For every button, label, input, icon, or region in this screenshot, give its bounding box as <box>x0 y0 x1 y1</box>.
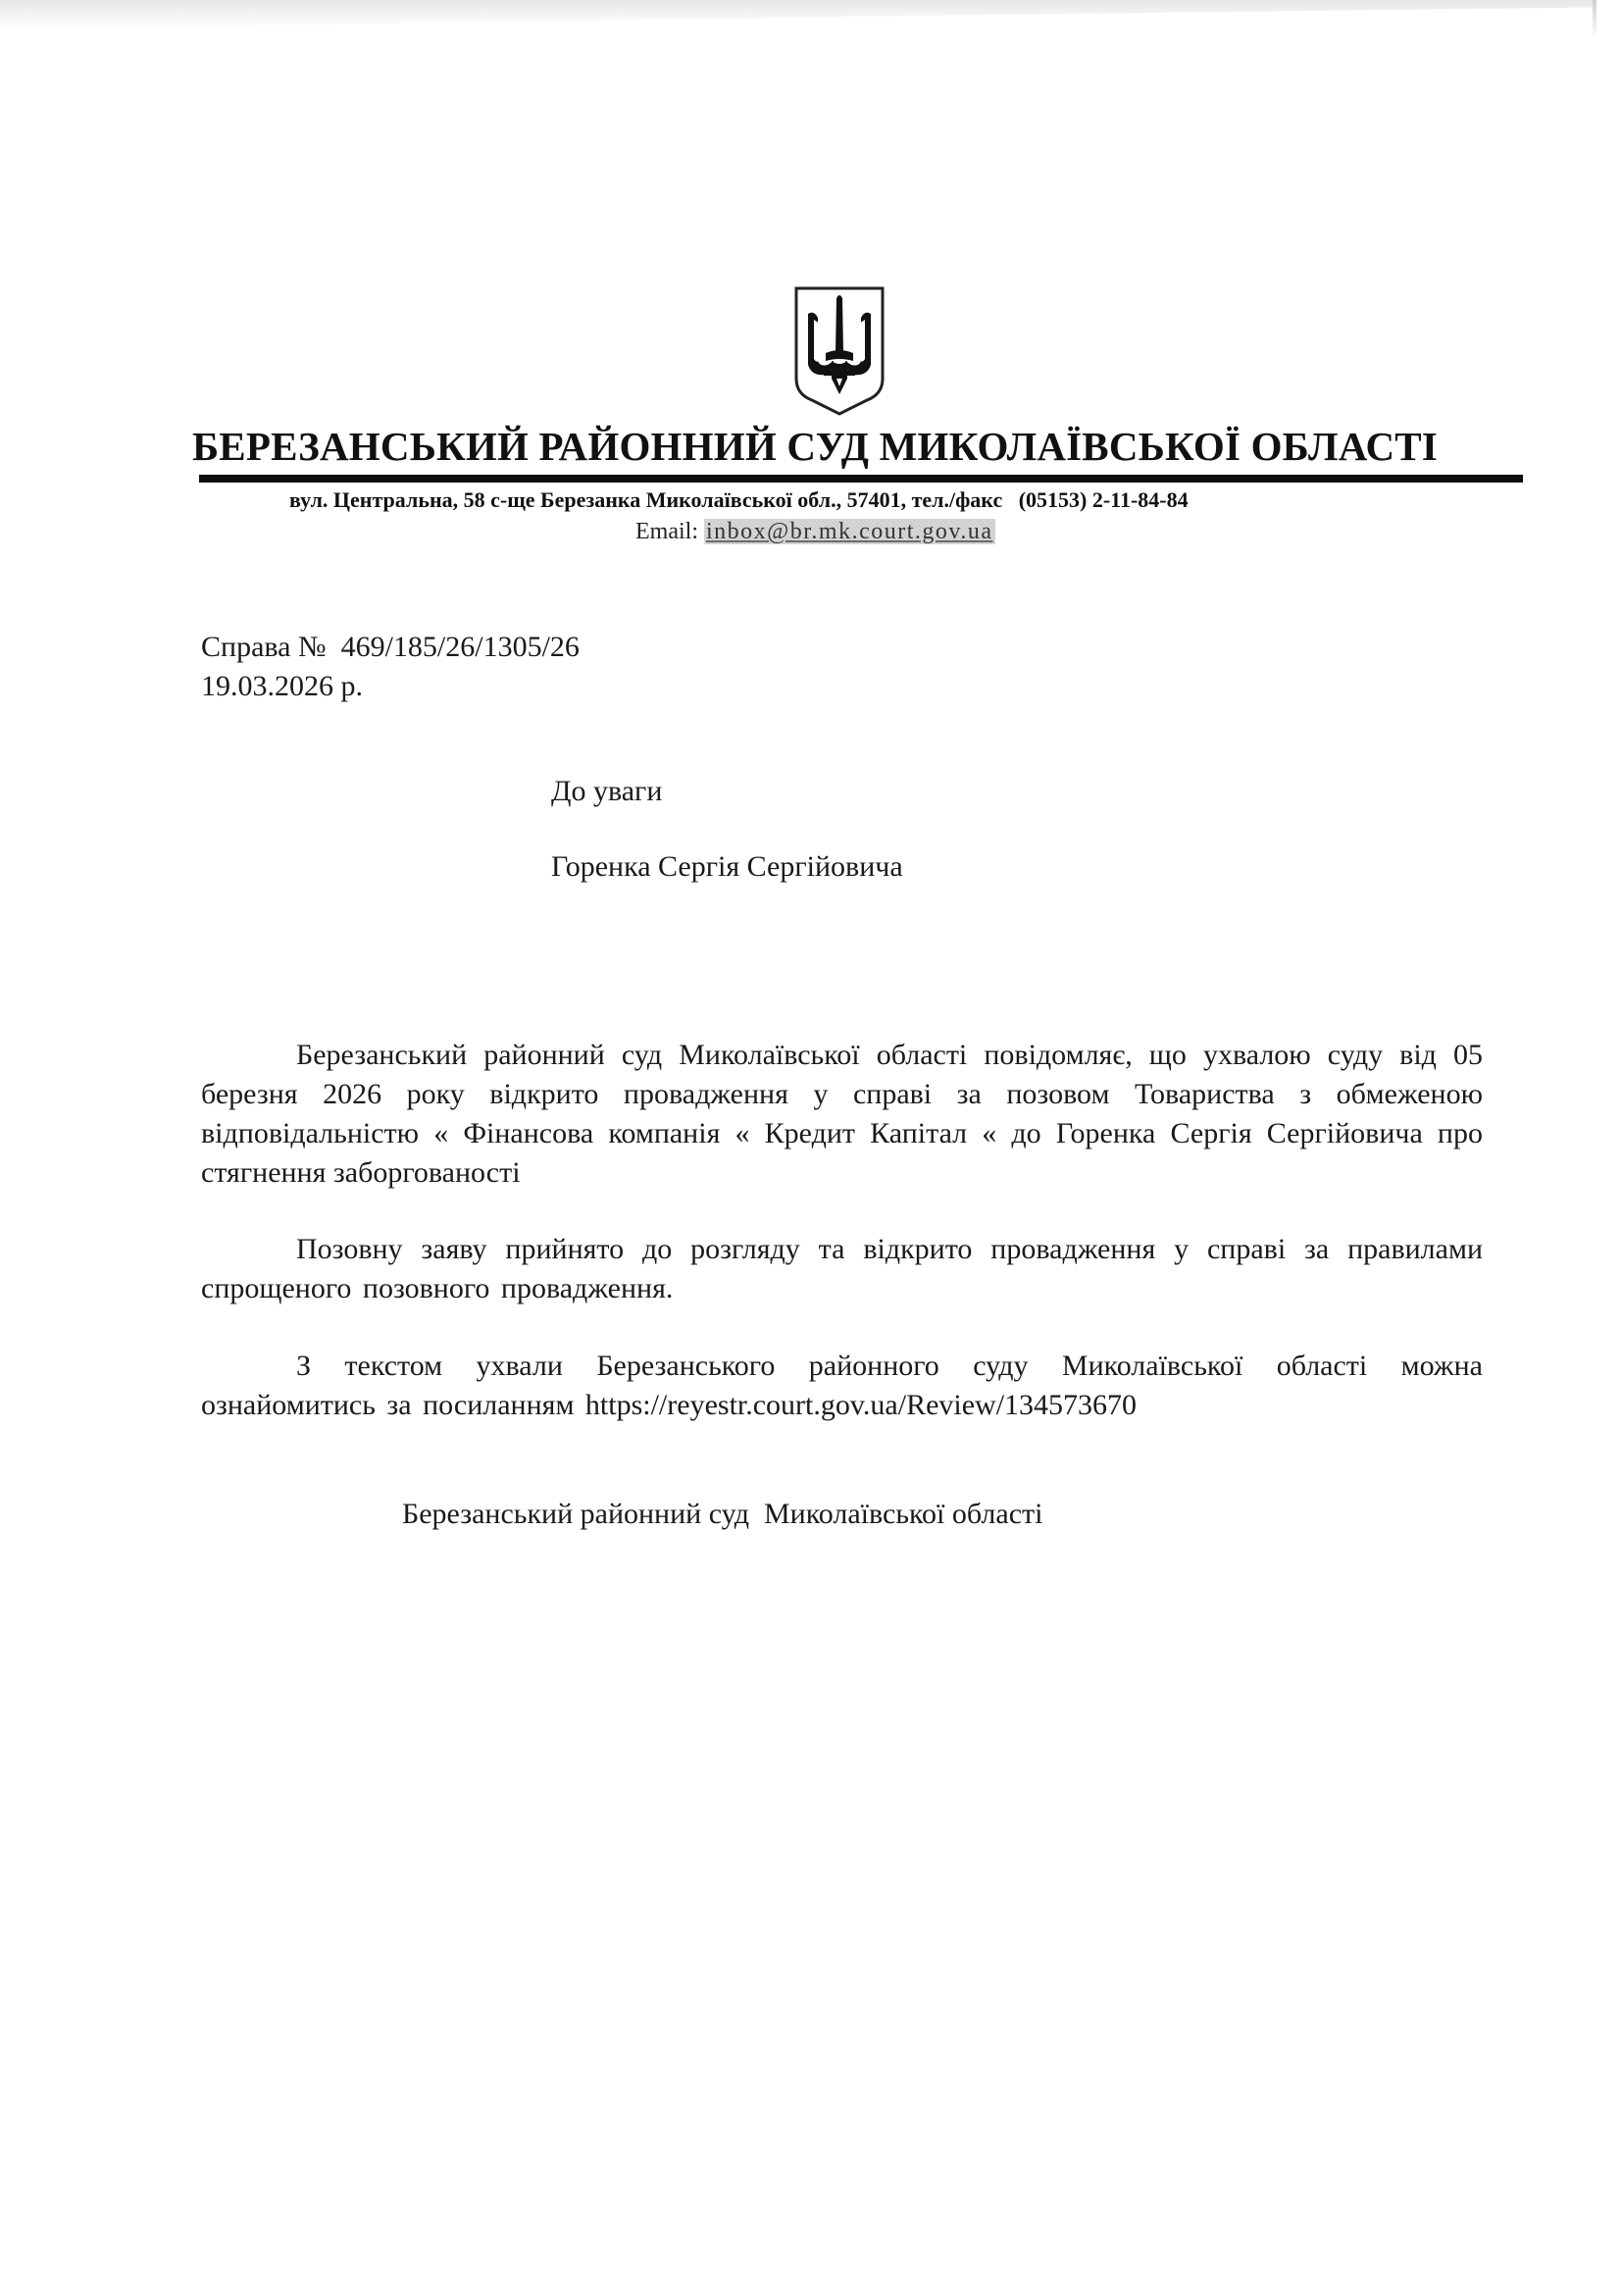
email-link[interactable]: inbox@br.mk.court.gov.ua <box>705 519 993 544</box>
body-paragraph <box>201 1036 1483 1193</box>
email-line <box>635 516 995 547</box>
body-paragraph <box>201 1347 1483 1425</box>
addressee-name: Горенка Сергія Сергійовича <box>551 850 903 883</box>
email-label: Email: <box>635 519 704 544</box>
case-number-label: Справа № <box>201 631 341 663</box>
paragraph-text: З текстом ухвали Березанського районного суду Миколаївської області можна ознайомитись за посиланням https://reyestr.court.gov.ua/Review/134573670 <box>201 1350 1483 1421</box>
attention-label: До уваги <box>551 775 663 807</box>
letter-date: 19.03.2026 р. <box>201 670 363 702</box>
case-number: 469/185/26/1305/26 <box>340 631 580 663</box>
trident-coat-of-arms-icon <box>790 284 888 417</box>
court-name-heading: БЕРЕЗАНСЬКИЙ РАЙОННИЙ СУД МИКОЛАЇВСЬКОЇ ОБЛАСТІ <box>192 424 1438 469</box>
paragraph-text: Позовну заяву прийнято до розгляду та відкрито провадження у справі за правилами спрощеного позовного провадження. <box>201 1233 1483 1304</box>
case-info <box>201 628 580 706</box>
paragraph-text: Березанський районний суд Миколаївської області повідомляє, що ухвалою суду від 05 березня 2026 року відкрито провадження у справі за позовом Товариства з обмеженою відповідальністю « Фінансова компанія « Кредит Капітал « до Горенка Сергія Сергійовича про стягнення заборгованості <box>201 1039 1483 1189</box>
signature-line: Березанський районний суд Миколаївської області <box>402 1498 1043 1530</box>
court-address: вул. Центральна, 58 с-ще Березанка Миколаївської обл., 57401, тел./факс (05153) 2-11-84-84 <box>289 487 1189 512</box>
header-divider <box>199 475 1523 483</box>
body-paragraph <box>201 1230 1483 1308</box>
